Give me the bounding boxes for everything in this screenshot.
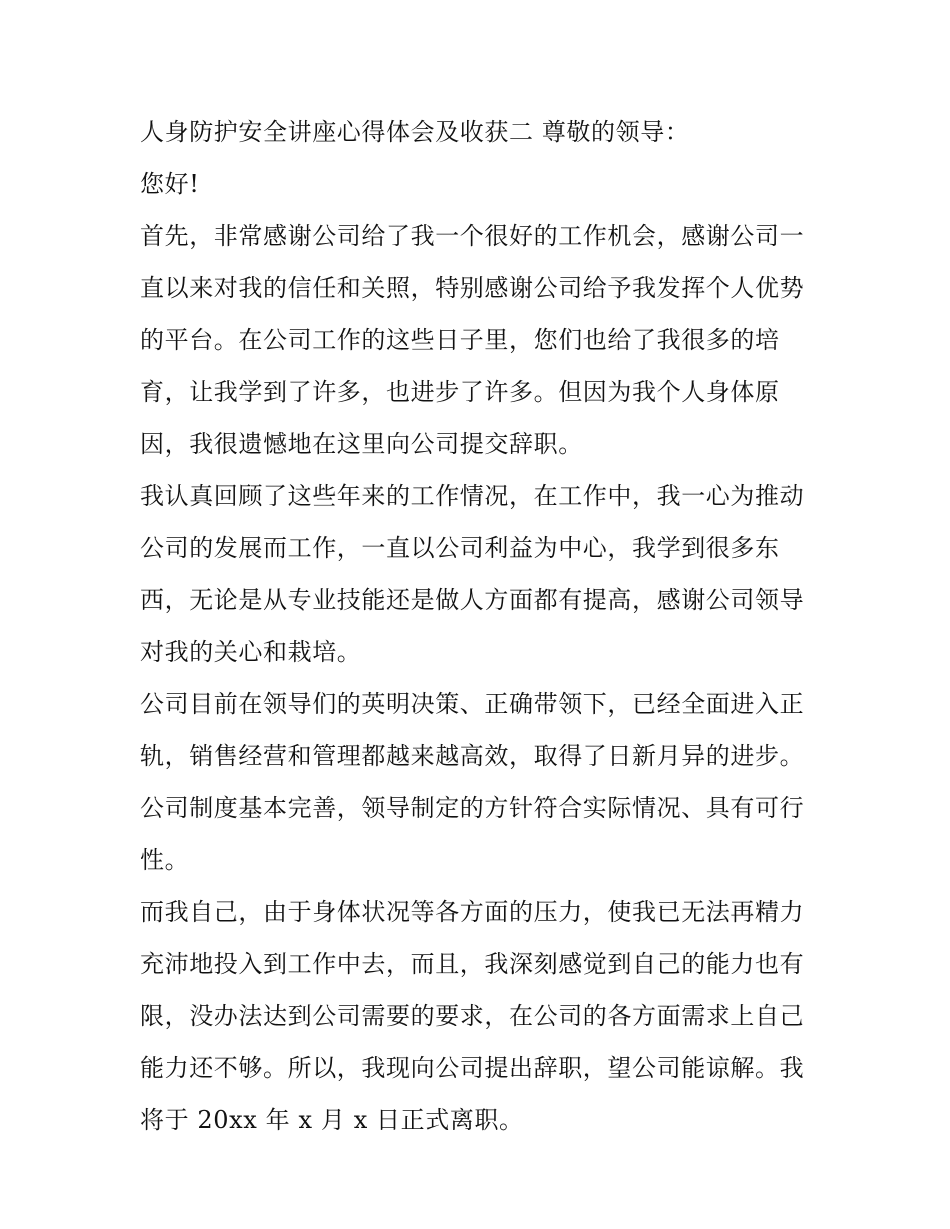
paragraph-line: 首先，非常感谢公司给了我一个很好的工作机会，感谢公司一: [140, 222, 805, 250]
paragraph-line: 将于 20xx 年 x 月 x 日正式离职。: [140, 1106, 524, 1134]
paragraph-line: 公司制度基本完善，领导制定的方针符合实际情况、具有可行: [140, 794, 805, 822]
paragraph-3: [140, 678, 815, 886]
paragraph-line: 公司目前在领导们的英明决策、正确带领下，已经全面进入正: [140, 690, 805, 718]
document-title-line: 人身防护安全讲座心得体会及收获二 尊敬的领导：: [140, 118, 690, 146]
paragraph-line: 能力还不够。所以，我现向公司提出辞职，望公司能谅解。我: [140, 1054, 805, 1082]
paragraph-line: 充沛地投入到工作中去，而且，我深刻感觉到自己的能力也有: [140, 950, 805, 978]
paragraph-line: 轨，销售经营和管理都越来越高效，取得了日新月异的进步。: [140, 742, 805, 770]
paragraph-line: 对我的关心和栽培。: [140, 638, 362, 666]
greeting-line: 您好!: [140, 170, 200, 198]
paragraph-line: 的平台。在公司工作的这些日子里，您们也给了我很多的培: [140, 326, 780, 354]
paragraph-1: [140, 210, 815, 470]
paragraph-line: 而我自己，由于身体状况等各方面的压力，使我已无法再精力: [140, 898, 805, 926]
paragraph-2: [140, 470, 815, 678]
paragraph-line: 我认真回顾了这些年来的工作情况，在工作中，我一心为推动: [140, 482, 805, 510]
paragraph-line: 限，没办法达到公司需要的要求，在公司的各方面需求上自己: [140, 1002, 805, 1030]
paragraph-line: 西，无论是从专业技能还是做人方面都有提高，感谢公司领导: [140, 586, 805, 614]
paragraph-line: 直以来对我的信任和关照，特别感谢公司给予我发挥个人优势: [140, 274, 805, 302]
paragraph-line: 性。: [140, 846, 190, 874]
paragraph-line: 育，让我学到了许多，也进步了许多。但因为我个人身体原: [140, 378, 780, 406]
document-body: [140, 106, 815, 1146]
paragraph-4: [140, 886, 815, 1146]
paragraph-line: 公司的发展而工作，一直以公司利益为中心，我学到很多东: [140, 534, 780, 562]
paragraph-line: 因，我很遗憾地在这里向公司提交辞职。: [140, 430, 583, 458]
